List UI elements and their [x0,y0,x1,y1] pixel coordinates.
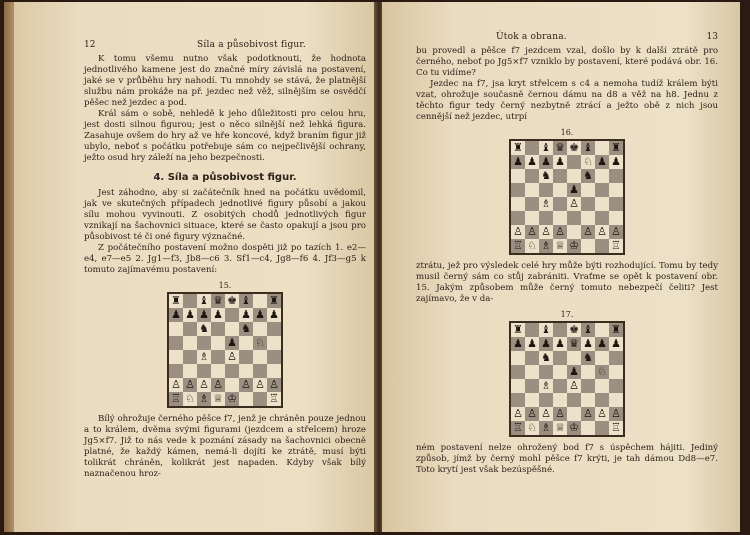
chess-piece: ♙ [211,378,225,392]
chess-piece: ♞ [539,169,553,183]
board-square [511,379,525,393]
board-square [525,365,539,379]
chessboard-fig-17 [509,321,625,437]
chess-piece: ♖ [609,421,623,435]
chess-piece: ♗ [539,379,553,393]
chess-piece: ♛ [567,337,581,351]
chess-piece: ♘ [525,239,539,253]
chess-piece: ♙ [553,407,567,421]
board-square [511,197,525,211]
board-square [197,336,211,350]
chess-piece: ♔ [567,421,581,435]
chess-piece: ♝ [197,294,211,308]
board-square [211,336,225,350]
chess-piece: ♙ [267,378,281,392]
board-square [253,350,267,364]
chess-piece: ♟ [511,155,525,169]
right-para-3: ztrátu, jež pro výsledek celé hry může býti rozhodující. Tomu by tedy musil černý sám co stůj zabrániti. Vraťme se opět k postavení obr. 15. Jakým způsobem může černý tomuto nebezpečí čeliti? Jest zajímavo, že v da- [416,261,718,304]
left-para-3: Jest záhodno, aby si začátečník hned na počátku uvědomil, jak ve skutečných případech jednotlivé figury působí a jakou sílu mohou vyvinouti. Z osobitých chodů jednotlivých figur vznikají na šachovnici situace, které se často opakují a jsou pro působivost té či oné figury význačné. [84,188,366,242]
chess-piece: ♙ [225,350,239,364]
chess-piece: ♙ [609,407,623,421]
chess-piece: ♟ [511,337,525,351]
chess-piece: ♟ [539,155,553,169]
right-para-4: ném postavení nelze ohrožený bod f7 s úspěchem hájiti. Jediný způsob, jímž by černý mohl pěšce f7 krýti, je tah dámou Dd8—e7. Toto krytí jest však bezúspěšné. [416,443,718,475]
board-square [539,393,553,407]
chess-piece: ♟ [595,337,609,351]
board-square [169,364,183,378]
book-spread [4,2,746,532]
board-square [539,365,553,379]
chess-piece: ♟ [539,337,553,351]
board-square [239,392,253,406]
board-square [595,379,609,393]
board-square [197,364,211,378]
chess-piece: ♙ [511,225,525,239]
board-square [511,169,525,183]
chess-piece: ♛ [553,141,567,155]
right-page-number: 13 [706,32,718,42]
chess-piece: ♟ [225,336,239,350]
chess-piece: ♗ [539,197,553,211]
right-para-2: Jezdec na f7, jsa kryt střelcem s c4 a nemoha tudíž králem býti vzat, ohrožuje současně černou dámu na d8 a věž na h8. Jednu z těchto figur tedy černý nezbytně ztrácí a ježto obě z nich jsou cennější než jezdec, utrpí [416,79,718,122]
board-square [581,197,595,211]
board-square [567,393,581,407]
board-square [595,183,609,197]
board-square [567,169,581,183]
chessboard-fig-15 [167,292,283,408]
left-page [14,2,376,532]
board-square [183,336,197,350]
chess-piece: ♞ [581,169,595,183]
chess-piece: ♕ [553,421,567,435]
chess-piece: ♗ [539,239,553,253]
board-square [239,350,253,364]
board-square [225,378,239,392]
chess-piece: ♟ [183,308,197,322]
chess-piece: ♙ [595,407,609,421]
board-square [225,322,239,336]
chess-piece: ♟ [581,337,595,351]
chess-piece: ♙ [595,225,609,239]
board-square [567,351,581,365]
chess-piece: ♟ [267,308,281,322]
chess-piece: ♔ [225,392,239,406]
chess-piece: ♙ [581,225,595,239]
chess-piece: ♗ [197,350,211,364]
board-square [581,421,595,435]
chess-piece: ♘ [595,365,609,379]
chess-piece: ♖ [609,239,623,253]
chess-piece: ♞ [539,351,553,365]
board-square [525,211,539,225]
chess-piece: ♖ [511,239,525,253]
board-square [567,407,581,421]
board-square [595,197,609,211]
board-square [267,322,281,336]
chess-piece: ♟ [197,308,211,322]
chess-piece: ♙ [511,407,525,421]
chess-piece: ♙ [609,225,623,239]
board-square [581,239,595,253]
board-square [553,351,567,365]
board-square [183,350,197,364]
board-square [539,211,553,225]
chess-piece: ♟ [239,308,253,322]
board-square [253,392,267,406]
chess-piece: ♟ [609,337,623,351]
left-para-1: K tomu všemu nutno však podotknouti, že hodnota jednotlivého kamene jest do značné míry závislá na postavení, jaké se v průběhu hry nahodí. Tu mnohdy se stává, že platnější službu nám prokáže na př. jezdec než věž, silnějším se osvědčí pěšec než jezdec a pod. [84,54,366,108]
chess-piece: ♙ [253,378,267,392]
board-square [169,350,183,364]
right-page [382,2,740,532]
board-square [553,379,567,393]
board-square [581,183,595,197]
chess-piece: ♕ [553,239,567,253]
board-square [525,393,539,407]
board-square [609,211,623,225]
board-square [169,322,183,336]
board-square [609,197,623,211]
chess-piece: ♗ [197,392,211,406]
board-square [581,379,595,393]
board-square [253,294,267,308]
left-para-4: Z počátečního postavení možno dospěti již po tazích 1. e2—e4, e7—e5 2. Jg1—f3, Jb8—c6 3. Sf1—c4, Jg8—f6 4. Jf3—g5 k tomuto zajímavému postavení: [84,243,366,275]
chess-piece: ♘ [581,155,595,169]
chess-piece: ♟ [525,337,539,351]
right-para-1: bu provedl a pěšce f7 jezdcem vzal, došlo by k další ztrátě pro černého, neboť po Jg5×f7 vzniklo by postavení, které podává obr. 16. Co tu vidíme? [416,46,718,78]
board-square [609,169,623,183]
chess-piece: ♟ [169,308,183,322]
chess-piece: ♗ [539,421,553,435]
chess-piece: ♝ [539,141,553,155]
chess-piece: ♜ [511,323,525,337]
chess-piece: ♖ [169,392,183,406]
board-square [183,294,197,308]
board-square [525,141,539,155]
board-square [595,211,609,225]
left-para-2: Král sám o sobě, nehledě k jeho důležitosti pro celou hru, jest dosti silnou figurou; jest o něco silnější než lehká figura. Zasahuje ovšem do hry až ve hře koncové, když braním figur již ubylo, neboť s počátku potřebuje sám co nejpečlivější ochrany, ježto osud hry záleží na jeho bezpečnosti. [84,109,366,163]
chess-piece: ♙ [169,378,183,392]
board-square [511,365,525,379]
chess-piece: ♙ [525,407,539,421]
chess-piece: ♜ [609,141,623,155]
board-square [525,323,539,337]
chess-piece: ♙ [197,378,211,392]
chess-piece: ♞ [197,322,211,336]
board-square [609,379,623,393]
chessboard-fig-16 [509,139,625,255]
chess-piece: ♞ [239,322,253,336]
chess-piece: ♙ [553,225,567,239]
chess-piece: ♘ [183,392,197,406]
board-square [525,169,539,183]
right-header [416,32,718,42]
board-square [553,197,567,211]
board-square [211,364,225,378]
board-square [567,155,581,169]
chess-piece: ♚ [225,294,239,308]
chess-piece: ♘ [253,336,267,350]
board-square [553,393,567,407]
chess-piece: ♚ [567,141,581,155]
board-square [169,336,183,350]
chess-piece: ♚ [567,323,581,337]
board-square [595,169,609,183]
board-square [511,183,525,197]
board-square [525,351,539,365]
board-square [553,169,567,183]
board-square [581,393,595,407]
chess-piece: ♙ [239,378,253,392]
board-square [225,364,239,378]
chess-piece: ♝ [581,141,595,155]
board-square [553,323,567,337]
board-square [511,393,525,407]
board-square [595,393,609,407]
chess-piece: ♝ [239,294,253,308]
board-square [581,365,595,379]
board-square [253,322,267,336]
chess-piece: ♜ [511,141,525,155]
chess-piece: ♙ [525,225,539,239]
chess-piece: ♞ [581,351,595,365]
chess-piece: ♙ [581,407,595,421]
board-square [267,336,281,350]
figure-16-label: 16. [560,128,574,137]
chess-piece: ♟ [253,308,267,322]
chess-piece: ♜ [609,323,623,337]
board-square [239,364,253,378]
board-square [553,365,567,379]
board-square [553,183,567,197]
chess-piece: ♟ [211,308,225,322]
board-square [609,393,623,407]
board-square [567,211,581,225]
left-para-5: Bílý ohrožuje černého pěšce f7, jenž je chráněn pouze jednou a to králem, dvěma svými figurami (jezdcem a střelcem) hroze Jg5×f7. Již to nás vede k poznání zásady na šachovnici obecně platné, že každý kámen, nemá-li dojíti ke ztrátě, musí býti tolikrát chráněn, kolikrát jest napaden. Kdyby však bílý naznačenou hroz- [84,414,366,479]
chess-piece: ♙ [539,225,553,239]
board-square [267,350,281,364]
chess-piece: ♜ [267,294,281,308]
chess-piece: ♛ [211,294,225,308]
chess-piece: ♟ [553,337,567,351]
chess-piece: ♖ [511,421,525,435]
board-square [539,183,553,197]
chess-piece: ♟ [595,155,609,169]
section-title: 4. Síla a působivost figur. [153,172,297,183]
board-square [211,350,225,364]
board-square [609,365,623,379]
board-square [253,364,267,378]
board-square [595,421,609,435]
board-square [267,364,281,378]
chess-piece: ♔ [567,239,581,253]
chess-piece: ♜ [169,294,183,308]
left-header [84,40,366,50]
board-square [511,351,525,365]
chess-piece: ♙ [567,197,581,211]
board-square [553,211,567,225]
board-square [225,308,239,322]
board-square [525,379,539,393]
board-square [595,239,609,253]
chess-piece: ♕ [211,392,225,406]
figure-15-label: 15. [218,281,232,290]
right-running-head: Útok a obrana. [496,32,567,42]
chess-piece: ♟ [609,155,623,169]
chess-piece: ♟ [553,155,567,169]
board-square [595,351,609,365]
chess-piece: ♝ [581,323,595,337]
board-square [183,322,197,336]
board-square [595,323,609,337]
chess-piece: ♙ [567,379,581,393]
board-square [525,183,539,197]
left-page-number: 12 [84,40,96,50]
chess-piece: ♘ [525,421,539,435]
board-square [183,364,197,378]
chess-piece: ♖ [267,392,281,406]
board-square [211,322,225,336]
left-running-head: Síla a působivost figur. [197,40,306,50]
board-square [511,211,525,225]
chess-piece: ♟ [525,155,539,169]
board-square [567,225,581,239]
board-square [239,336,253,350]
chess-piece: ♙ [183,378,197,392]
chess-piece: ♟ [567,183,581,197]
board-square [595,141,609,155]
board-square [609,351,623,365]
chess-piece: ♙ [539,407,553,421]
board-square [581,211,595,225]
chess-piece: ♟ [567,365,581,379]
figure-17-label: 17. [560,310,574,319]
chess-piece: ♝ [539,323,553,337]
board-square [609,183,623,197]
board-square [525,197,539,211]
